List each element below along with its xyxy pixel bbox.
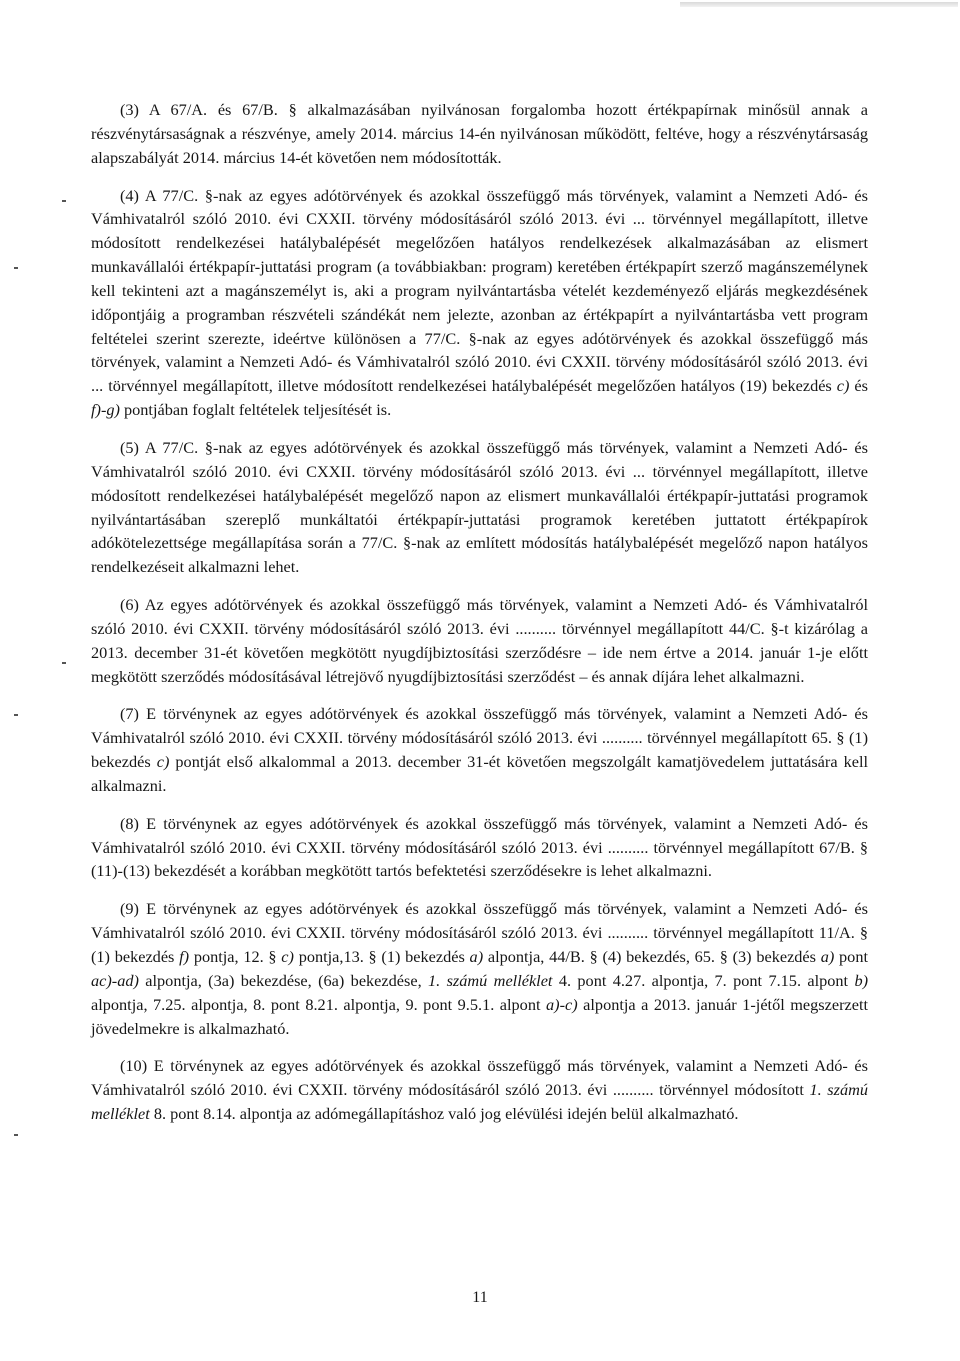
italic-reference: c) [281, 947, 294, 966]
italic-reference: b) [854, 970, 869, 990]
scan-margin-mark [14, 1134, 18, 1136]
paragraph-3: (3) A 67/A. és 67/B. § alkalmazásában nyilvánosan forgalomba hozott értékpapírnak minősül annak a részvénytársaságnak a részvénye, amely 2014. március 14-én nyilvánosan működött, feltéve, hogy a részvénytársaság alapszabályát 2014. március 14-ét követően nem módosították. [91, 100, 868, 167]
scan-margin-mark [62, 200, 66, 202]
italic-reference: 1. számú melléklet [428, 970, 553, 990]
italic-reference: c) [156, 752, 170, 772]
italic-reference: a)-c) [546, 994, 578, 1014]
paragraph-5: (5) A 77/C. §-nak az egyes adótörvények és azokkal összefüggő más törvények, valamint a Nemzeti Adó- és Vámhivatalról szóló 2010. évi CXXII. törvény módosításáról szóló 2013. évi ... törvénnyel megállapított, illetve módosított rendelkezései hatálybalépését megelőző napon az elismert munkavállalói értékpapír-juttatási programok nyilvántartásában szereplő munkáltatói értékpapír-juttatási programok keretében juttatott értékpapírok adókötelezettsége megállapítása során a 77/C. §-nak az említett módosítás hatálybalépését megelőző napon hatályos rendelkezéseit alkalmazni lehet. [91, 437, 868, 577]
italic-reference: ac)-ad) [91, 970, 139, 990]
italic-reference: f) [179, 947, 190, 966]
document-body [91, 98, 868, 1140]
scan-top-edge [680, 2, 958, 7]
paragraph-8: (8) E törvénynek az egyes adótörvények és azokkal összefüggő más törvények, valamint a Nemzeti Adó- és Vámhivatalról szóló 2010. évi CXXII. törvény módosításáról szóló 2013. évi .......... törvénnyel megállapított 67/B. § (11)-(13) bekezdését a korábban megkötött tartós befektetési szerződésekre is lehet alkalmazni. [91, 813, 868, 881]
paragraph-6: (6) Az egyes adótörvények és azokkal összefüggő más törvények, valamint a Nemzeti Adó- és Vámhivatalról szóló 2010. évi CXXII. törvény módosításáról szóló 2013. évi .......... törvénnyel megállapított 44/C. §-t kizárólag a 2013. december 31-ét követően megkötött nyugdíjbiztosítási szerződésre – ide nem értve a 2014. január 1-je előtt megkötött szerződés módosításával létrejövő nyugdíjbiztosítási szerződést – és annak díjára lehet alkalmazni. [91, 595, 868, 686]
paragraph-7: (7) E törvénynek az egyes adótörvények és azokkal összefüggő más törvények, valamint a Nemzeti Adó- és Vámhivatalról szóló 2010. évi CXXII. törvény módosításáról szóló 2013. évi .......... törvénnyel megállapított 65. § (1) bekezdés c) pontját első alkalommal a 2013. december 31-ét követően megszolgált kamatjövedelem juttatására kell alkalmazni. [91, 704, 869, 795]
scan-margin-mark [14, 714, 18, 716]
paragraph-4: (4) A 77/C. §-nak az egyes adótörvények és azokkal összefüggő más törvények, valamint a Nemzeti Adó- és Vámhivatalról szóló 2010. évi CXXII. törvény módosításáról szóló 2013. évi ... törvénnyel megállapított, illetve módosított rendelkezései hatálybalépését megelőzően hatályos rendelkezések alkalmazásában az elismert munkavállalói értékpapír-juttatási program (a továbbiakban: program) keretében értékpapírt szerző magánszemélynek kell tekinteni azt a magánszemélyt is, aki a program nyilvántartásba vételét kezdeményező eljárás megkezdésének időpontjáig a programban részvételi szándékát nem jelezte, azonban az értékpapírt a nyilvántartásba vett program feltételei szerint szerezte, ideértve különösen a 77/C. §-nak az egyes adótörvények és azokkal összefüggő más törvények, valamint a Nemzeti Adó- és Vámhivatalról szóló 2010. évi CXXII. törvény módosításáról szóló 2013. évi ... törvénnyel megállapított, illetve módosított rendelkezései hatálybalépését megelőzően hatályos (19) bekezdés c) és f)-g) pontjában foglalt feltételek teljesítését is. [91, 185, 868, 420]
scan-margin-mark [14, 267, 18, 269]
italic-reference: 1. számú melléklet [91, 1080, 868, 1124]
paragraph-10: (10) E törvénynek az egyes adótörvények és azokkal összefüggő más törvények, valamint a Nemzeti Adó- és Vámhivatalról szóló 2010. évi CXXII. törvény módosításáról szóló 2013. évi .......... törvénnyel módosított 1. számú melléklet 8. pont 8.14. alpontja az adómegállapításhoz való jog elévülési idején belül alkalmazható. [91, 1056, 868, 1124]
paragraph-9: (9) E törvénynek az egyes adótörvények és azokkal összefüggő más törvények, valamint a Nemzeti Adó- és Vámhivatalról szóló 2010. évi CXXII. törvény módosításáról szóló 2013. évi .......... törvénnyel megállapított 11/A. § (1) bekezdés f) pontja, 12. § c) pontja,13. § (1) bekezdés a) alpontja, 44/B. § (4) bekezdés, 65. § (3) bekezdés a) pont ac)-ad) alpontja, (3a) bekezdése, (6a) bekezdése, 1. számú melléklet 4. pont 4.27. alpontja, 7. pont 7.15. alpont b) alpontja, 7.25. alpontja, 8. pont 8.21. alpontja, 9. pont 9.5.1. alpont a)-c) alpontja a 2013. január 1-jétől megszerzett jövedelmekre is alkalmazható. [91, 899, 869, 1038]
italic-reference: a) [820, 947, 835, 966]
italic-reference: a) [469, 947, 484, 966]
page-number: 11 [472, 1289, 488, 1306]
italic-reference: f)-g) [91, 400, 120, 420]
italic-reference: c) [836, 376, 850, 396]
scan-margin-mark [62, 662, 66, 664]
